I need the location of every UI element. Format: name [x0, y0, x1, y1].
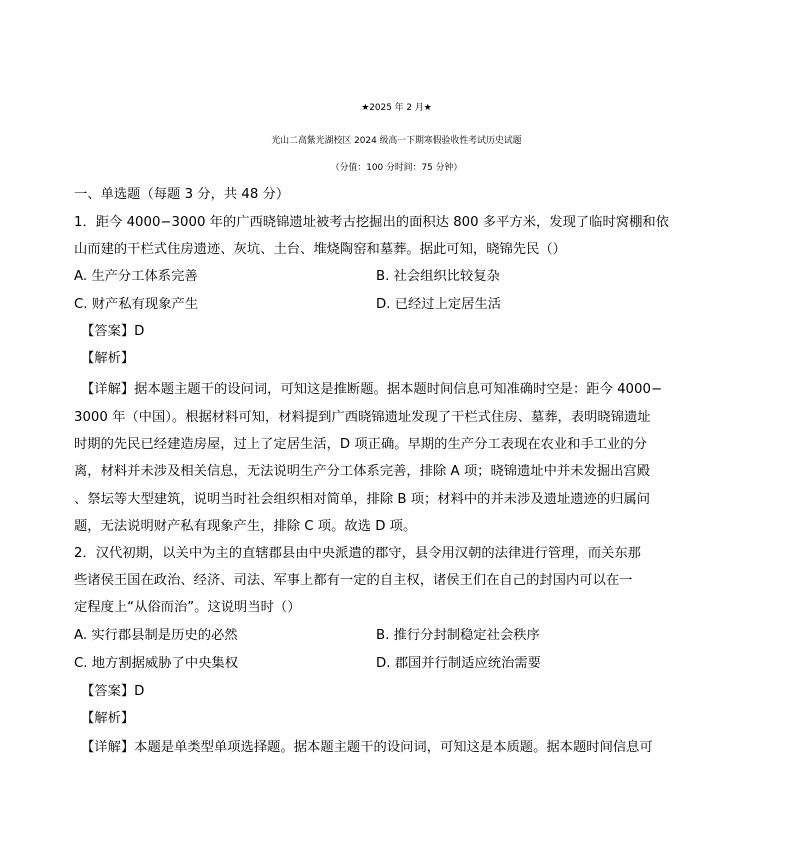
q1-detail-line-1: 【详解】据本题主题干的设问词，可知这是推断题。据本题时间信息可知准确时空是：距今 4000−: [81, 382, 663, 397]
exam-title: 光山二高紫光湖校区 2024 级高一下期寒假验收性考试历史试题: [271, 136, 522, 146]
q1-option-b: B. 社会组织比较复杂: [376, 269, 500, 284]
q1-detail-line-2: 3000 年（中国）。根据材料可知，材料提到广西晓锦遗址发现了干栏式住房、墓葬，表明晓锦遗址: [74, 410, 651, 425]
q2-option-c: C. 地方割据威胁了中央集权: [74, 656, 239, 671]
q1-detail-line-6: 题，无法说明财产私有现象产生，排除 C 项。故选 D 项。: [74, 519, 417, 534]
q1-stem-line-1: 1．距今 4000−3000 年的广西晓锦遗址被考古挖掘出的面积达 800 多平方米，发现了临时窝棚和依: [74, 215, 669, 230]
q1-option-a: A. 生产分工体系完善: [74, 269, 198, 284]
q1-option-d: D. 已经过上定居生活: [376, 297, 502, 312]
q2-detail-line-1: 【详解】本题是单类型单项选择题。据本题主题干的设问词，可知这是本质题。据本题时间信息可: [81, 740, 653, 755]
q2-option-a: A. 实行郡县制是历史的必然: [74, 628, 238, 643]
q1-option-c: C. 财产私有现象产生: [74, 297, 199, 312]
date-line: ★2025 年 2 月★: [361, 103, 432, 113]
section-title: 一、单选题（每题 3 分，共 48 分）: [74, 187, 290, 202]
q1-answer: 【答案】D: [81, 324, 145, 339]
q2-answer: 【答案】D: [81, 684, 145, 699]
q2-stem-line-1: 2．汉代初期，以关中为主的直辖郡县由中央派遣的郡守，县令用汉朝的法律进行管理，而关东那: [74, 546, 641, 561]
exam-meta: （分值：100 分时间：75 分钟）: [330, 163, 463, 173]
q1-detail-line-3: 时期的先民已经建造房屋，过上了定居生活，D 项正确。早期的生产分工表现在农业和手工业的分: [74, 437, 647, 452]
q2-stem-line-3: 定程度上“从俗而治”。这说明当时（）: [74, 600, 301, 615]
q2-analysis-label: 【解析】: [81, 711, 135, 726]
q1-detail-line-5: 、祭坛等大型建筑，说明当时社会组织相对简单，排除 B 项；材料中的并未涉及遗址遗迹的归属问: [74, 492, 651, 507]
q1-stem-line-2: 山而建的干栏式住房遗迹、灰坑、土台、堆烧陶窑和墓葬。据此可知，晓锦先民（）: [74, 242, 566, 257]
q2-option-b: B. 推行分封制稳定社会秩序: [376, 628, 540, 643]
q1-analysis-label: 【解析】: [81, 351, 135, 366]
q2-stem-line-2: 些诸侯王国在政治、经济、司法、军事上都有一定的自主权，诸侯王们在自己的封国内可以在一: [74, 573, 633, 588]
q2-option-d: D. 郡国并行制适应统治需要: [376, 656, 541, 671]
q1-detail-line-4: 离，材料并未涉及相关信息，无法说明生产分工体系完善，排除 A 项；晓锦遗址中并未发掘出宫殿: [74, 464, 651, 479]
